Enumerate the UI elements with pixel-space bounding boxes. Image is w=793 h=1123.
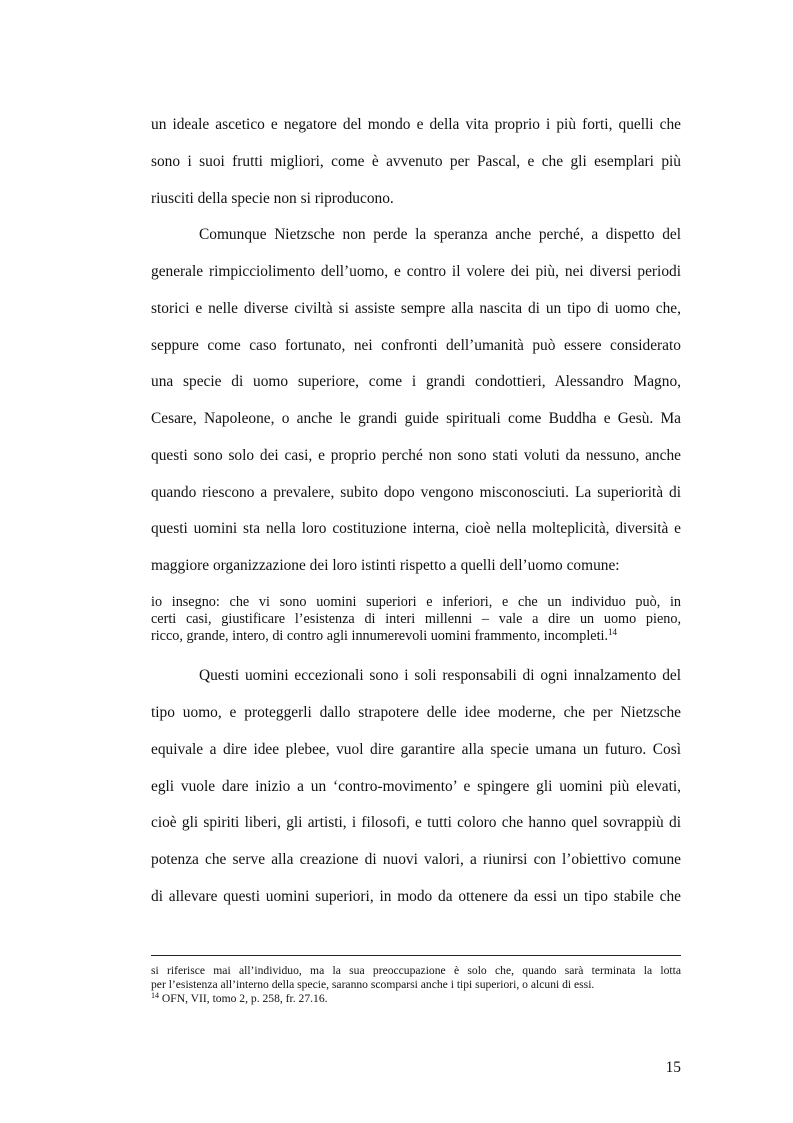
body-text-line: storici e nelle diverse civiltà si assiste sempre alla nascita di un tipo di uomo che, <box>151 300 681 317</box>
footnote-continued-line: si riferisce mai all’individuo, ma la sua preoccupazione è solo che, quando sarà terminata la lotta <box>151 964 681 977</box>
block-quote-line: certi casi, giustificare l’esistenza di interi millenni – vale a dire un uomo pieno, <box>151 611 681 627</box>
body-text-line: sono i suoi frutti migliori, come è avvenuto per Pascal, e che gli esemplari più <box>151 153 681 170</box>
body-text-line: cioè gli spiriti liberi, gli artisti, i filosofi, e tutti coloro che hanno quel sovrappiù di <box>151 814 681 831</box>
body-text-line: questi uomini sta nella loro costituzione interna, cioè nella molteplicità, diversità e <box>151 520 681 537</box>
block-quote-line: io insegno: che vi sono uomini superiori e inferiori, e che un individuo può, in <box>151 594 681 610</box>
footnote-14-text: OFN, VII, tomo 2, p. 258, fr. 27.16. <box>159 992 328 1005</box>
footnote-number-14: 14 <box>151 991 159 1000</box>
body-text-line: egli vuole dare inizio a un ‘contro-movimento’ e spingere gli uomini più elevati, <box>151 778 681 795</box>
body-text-line: tipo uomo, e proteggerli dallo strapotere delle idee moderne, che per Nietzsche <box>151 704 681 721</box>
paragraph-first-line: Questi uomini eccezionali sono i soli responsabili di ogni innalzamento del <box>199 667 681 684</box>
page-number: 15 <box>665 1059 681 1076</box>
body-text-line: riusciti della specie non si riproducono. <box>151 190 394 207</box>
paragraph-first-line: Comunque Nietzsche non perde la speranza anche perché, a dispetto del <box>199 226 681 243</box>
body-text-line: questi sono solo dei casi, e proprio perché non sono stati voluti da nessuno, anche <box>151 447 681 464</box>
body-text-line: una specie di uomo superiore, come i grandi condottieri, Alessandro Magno, <box>151 373 681 390</box>
footnote-14 <box>151 992 681 1006</box>
footnote-continued-line: per l’esistenza all’interno della specie, saranno scomparsi anche i tipi superiori, o alcuni di essi. <box>151 978 595 991</box>
body-text-line: di allevare questi uomini superiori, in modo da ottenere da essi un tipo stabile che <box>151 888 681 905</box>
block-quote-line-last <box>151 628 681 645</box>
body-text-line: potenza che serve alla creazione di nuovi valori, a riunirsi con l’obiettivo comune <box>151 851 681 868</box>
body-text-line: quando riescono a prevalere, subito dopo vengono misconosciuti. La superiorità di <box>151 484 681 501</box>
body-text-line: Cesare, Napoleone, o anche le grandi guide spirituali come Buddha e Gesù. Ma <box>151 410 681 427</box>
body-text-line: generale rimpicciolimento dell’uomo, e contro il volere dei più, nei diversi periodi <box>151 263 681 280</box>
body-text-line: un ideale ascetico e negatore del mondo e della vita proprio i più forti, quelli che <box>151 116 681 133</box>
body-text-line: equivale a dire idee plebee, vuol dire garantire alla specie umana un futuro. Così <box>151 741 681 758</box>
footnote-reference-14[interactable]: 14 <box>608 627 618 637</box>
footnote-separator <box>151 955 681 956</box>
body-text-line: maggiore organizzazione dei loro istinti rispetto a quelli dell’uomo comune: <box>151 557 620 574</box>
body-text-line: seppure come caso fortunato, nei confronti dell’umanità può essere considerato <box>151 337 681 354</box>
block-quote-text: ricco, grande, intero, di contro agli innumerevoli uomini frammento, incompleti. <box>151 628 609 644</box>
